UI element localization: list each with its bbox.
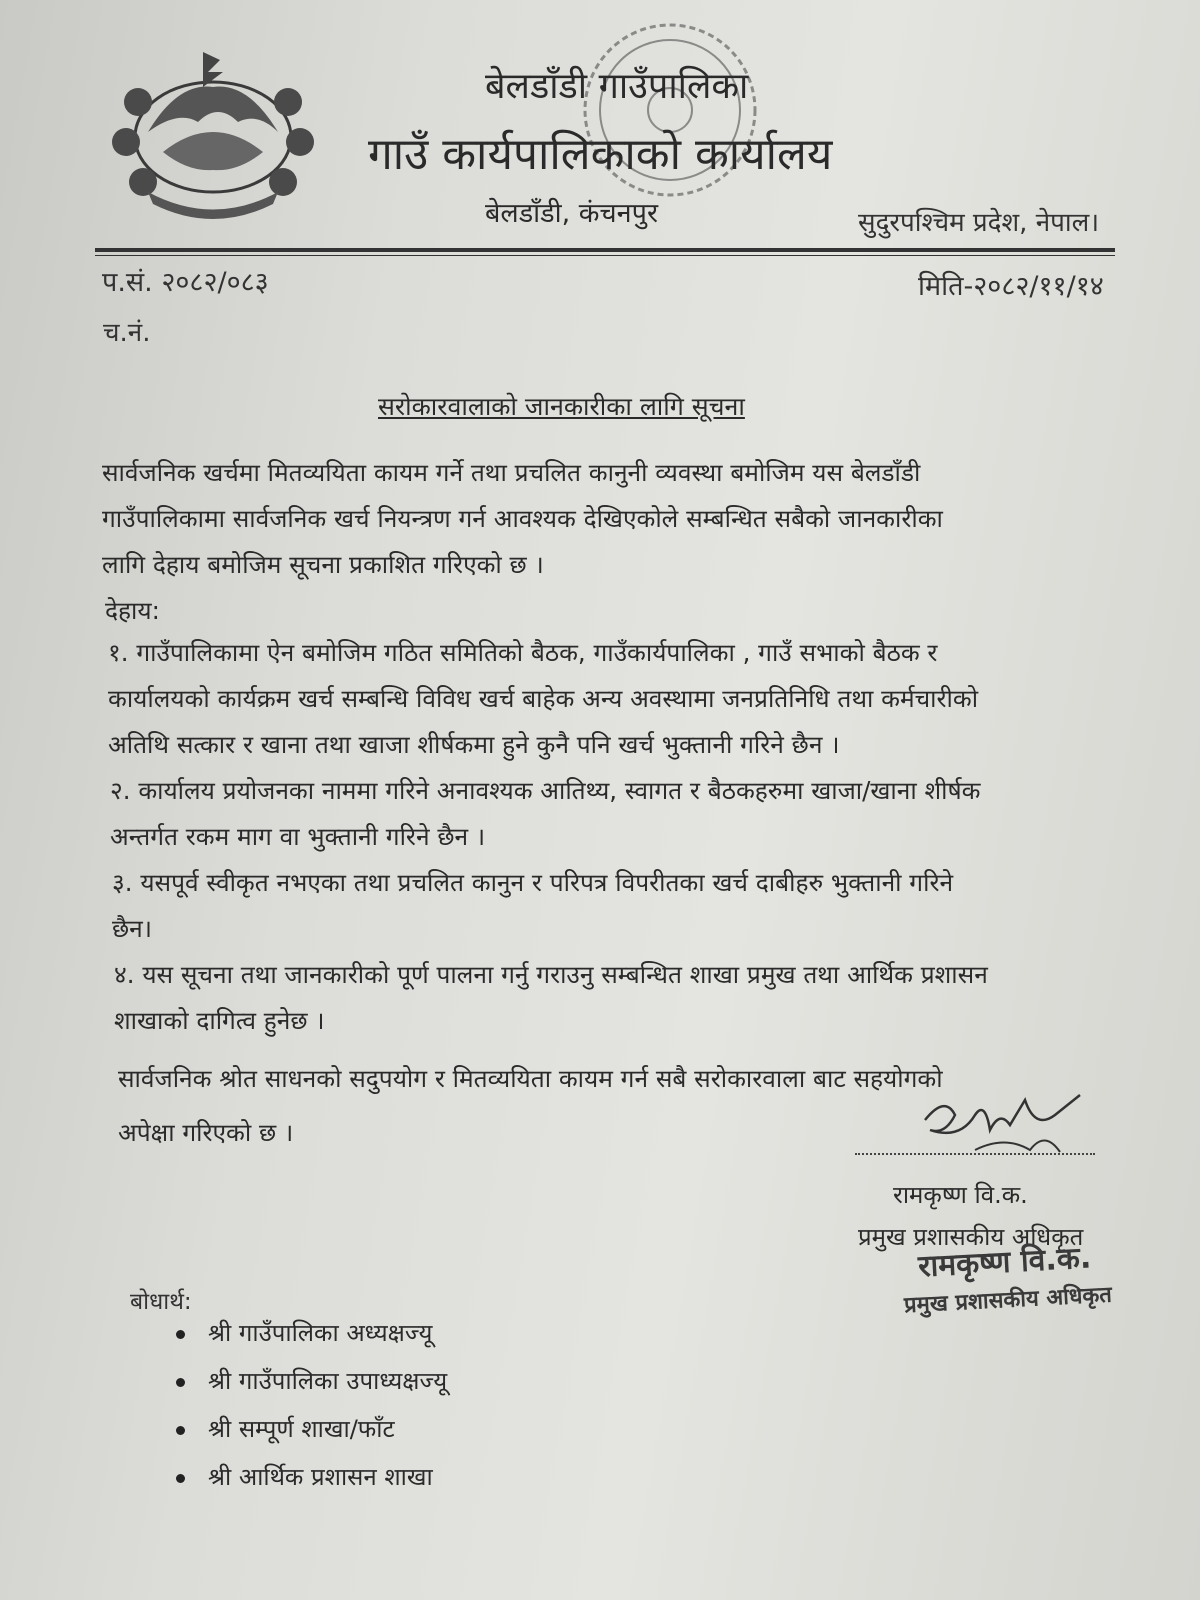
bullet-icon [176, 1474, 185, 1483]
cc-item [170, 1460, 447, 1508]
closing-line: सार्वजनिक श्रोत साधनको सदुपयोग र मितव्ययिता कायम गर्न सबै सरोकारवाला बाट सहयोगको [118, 1064, 943, 1093]
point-line: कार्यालयको कार्यक्रम खर्च सम्बन्धि विविध खर्च बाहेक अन्य अवस्थामा जनप्रतिनिधि तथा कर्मचारीको [108, 684, 979, 713]
signatory-title: प्रमुख प्रशासकीय अधिकृत [858, 1223, 1084, 1251]
point-line: २. कार्यालय प्रयोजनका नाममा गरिने अनावश्यक आतिथ्य, स्वागत र बैठकहरुमा खाजा/खाना शीर्षक [110, 776, 981, 805]
cc-item-text: श्री गाउँपालिका उपाध्यक्षज्यू [208, 1367, 448, 1395]
municipality-name: बेलडाँडी गाउँपालिका [485, 66, 749, 107]
cc-item [170, 1364, 447, 1412]
intro-line: लागि देहाय बमोजिम सूचना प्रकाशित गरिएको छ । [102, 550, 544, 579]
office-address: बेलडाँडी, कंचनपुर [485, 198, 659, 229]
point-line: १. गाउँपालिकामा ऐन बमोजिम गठित समितिको बैठक, गाउँकार्यपालिका , गाउँ सभाको बैठक र [108, 638, 938, 667]
bullet-icon [176, 1378, 185, 1387]
bullet-icon [176, 1330, 185, 1339]
dehaya-label: देहाय: [105, 596, 160, 625]
cc-item-text: श्री सम्पूर्ण शाखा/फाँट [208, 1415, 395, 1443]
header-divider-thin [95, 255, 1115, 256]
title-seal: प्रमुख प्रशासकीय अधिकृत [903, 1282, 1113, 1319]
cc-item-text: श्री गाउँपालिका अध्यक्षज्यू [208, 1319, 433, 1347]
subject-heading: सरोकारवालाको जानकारीका लागि सूचना [378, 392, 745, 421]
bullet-icon [176, 1426, 185, 1435]
point-line: शाखाको दागित्व हुनेछ । [114, 1006, 325, 1035]
cc-list [170, 1316, 447, 1508]
point-line: छैन। [112, 914, 153, 943]
nepal-emblem-icon [108, 42, 318, 222]
office-name: गाउँ कार्यपालिकाको कार्यालय [368, 129, 833, 180]
point-line: ३. यसपूर्व स्वीकृत नभएका तथा प्रचलित कानुन र परिपत्र विपरीतका खर्च दाबीहरु भुक्तानी गरिने [112, 868, 954, 897]
signature-icon [915, 1090, 1115, 1170]
reference-number: प.सं. २०८२/०८३ [102, 267, 269, 298]
signatory-name: रामकृष्ण वि.क. [893, 1181, 1028, 1209]
dispatch-number: च.नं. [103, 318, 151, 348]
cc-label: बोधार्थ: [130, 1289, 192, 1315]
intro-line: सार्वजनिक खर्चमा मितव्ययिता कायम गर्ने तथा प्रचलित कानुनी व्यवस्था बमोजिम यस बेलडाँडी [102, 458, 921, 487]
name-seal: रामकृष्ण वि.क. [917, 1240, 1093, 1285]
letter-date: मिति-२०८२/११/१४ [918, 271, 1104, 302]
point-line: अन्तर्गत रकम माग वा भुक्तानी गरिने छैन । [110, 822, 486, 851]
province-text: सुदुरपश्चिम प्रदेश, नेपाल। [858, 208, 1100, 238]
cc-item [170, 1316, 447, 1364]
intro-line: गाउँपालिकामा सार्वजनिक खर्च नियन्त्रण गर्न आवश्यक देखिएकोले सम्बन्धित सबैको जानकारीका [102, 504, 943, 533]
signature-line [855, 1153, 1095, 1155]
point-line: ४. यस सूचना तथा जानकारीको पूर्ण पालना गर्नु गराउनु सम्बन्धित शाखा प्रमुख तथा आर्थिक प्रशासन [114, 960, 988, 989]
cc-item [170, 1412, 447, 1460]
header-divider [95, 248, 1115, 252]
closing-line: अपेक्षा गरिएको छ । [118, 1118, 294, 1147]
point-line: अतिथि सत्कार र खाना तथा खाजा शीर्षकमा हुने कुनै पनि खर्च भुक्तानी गरिने छैन । [108, 730, 840, 759]
cc-item-text: श्री आर्थिक प्रशासन शाखा [208, 1463, 433, 1491]
